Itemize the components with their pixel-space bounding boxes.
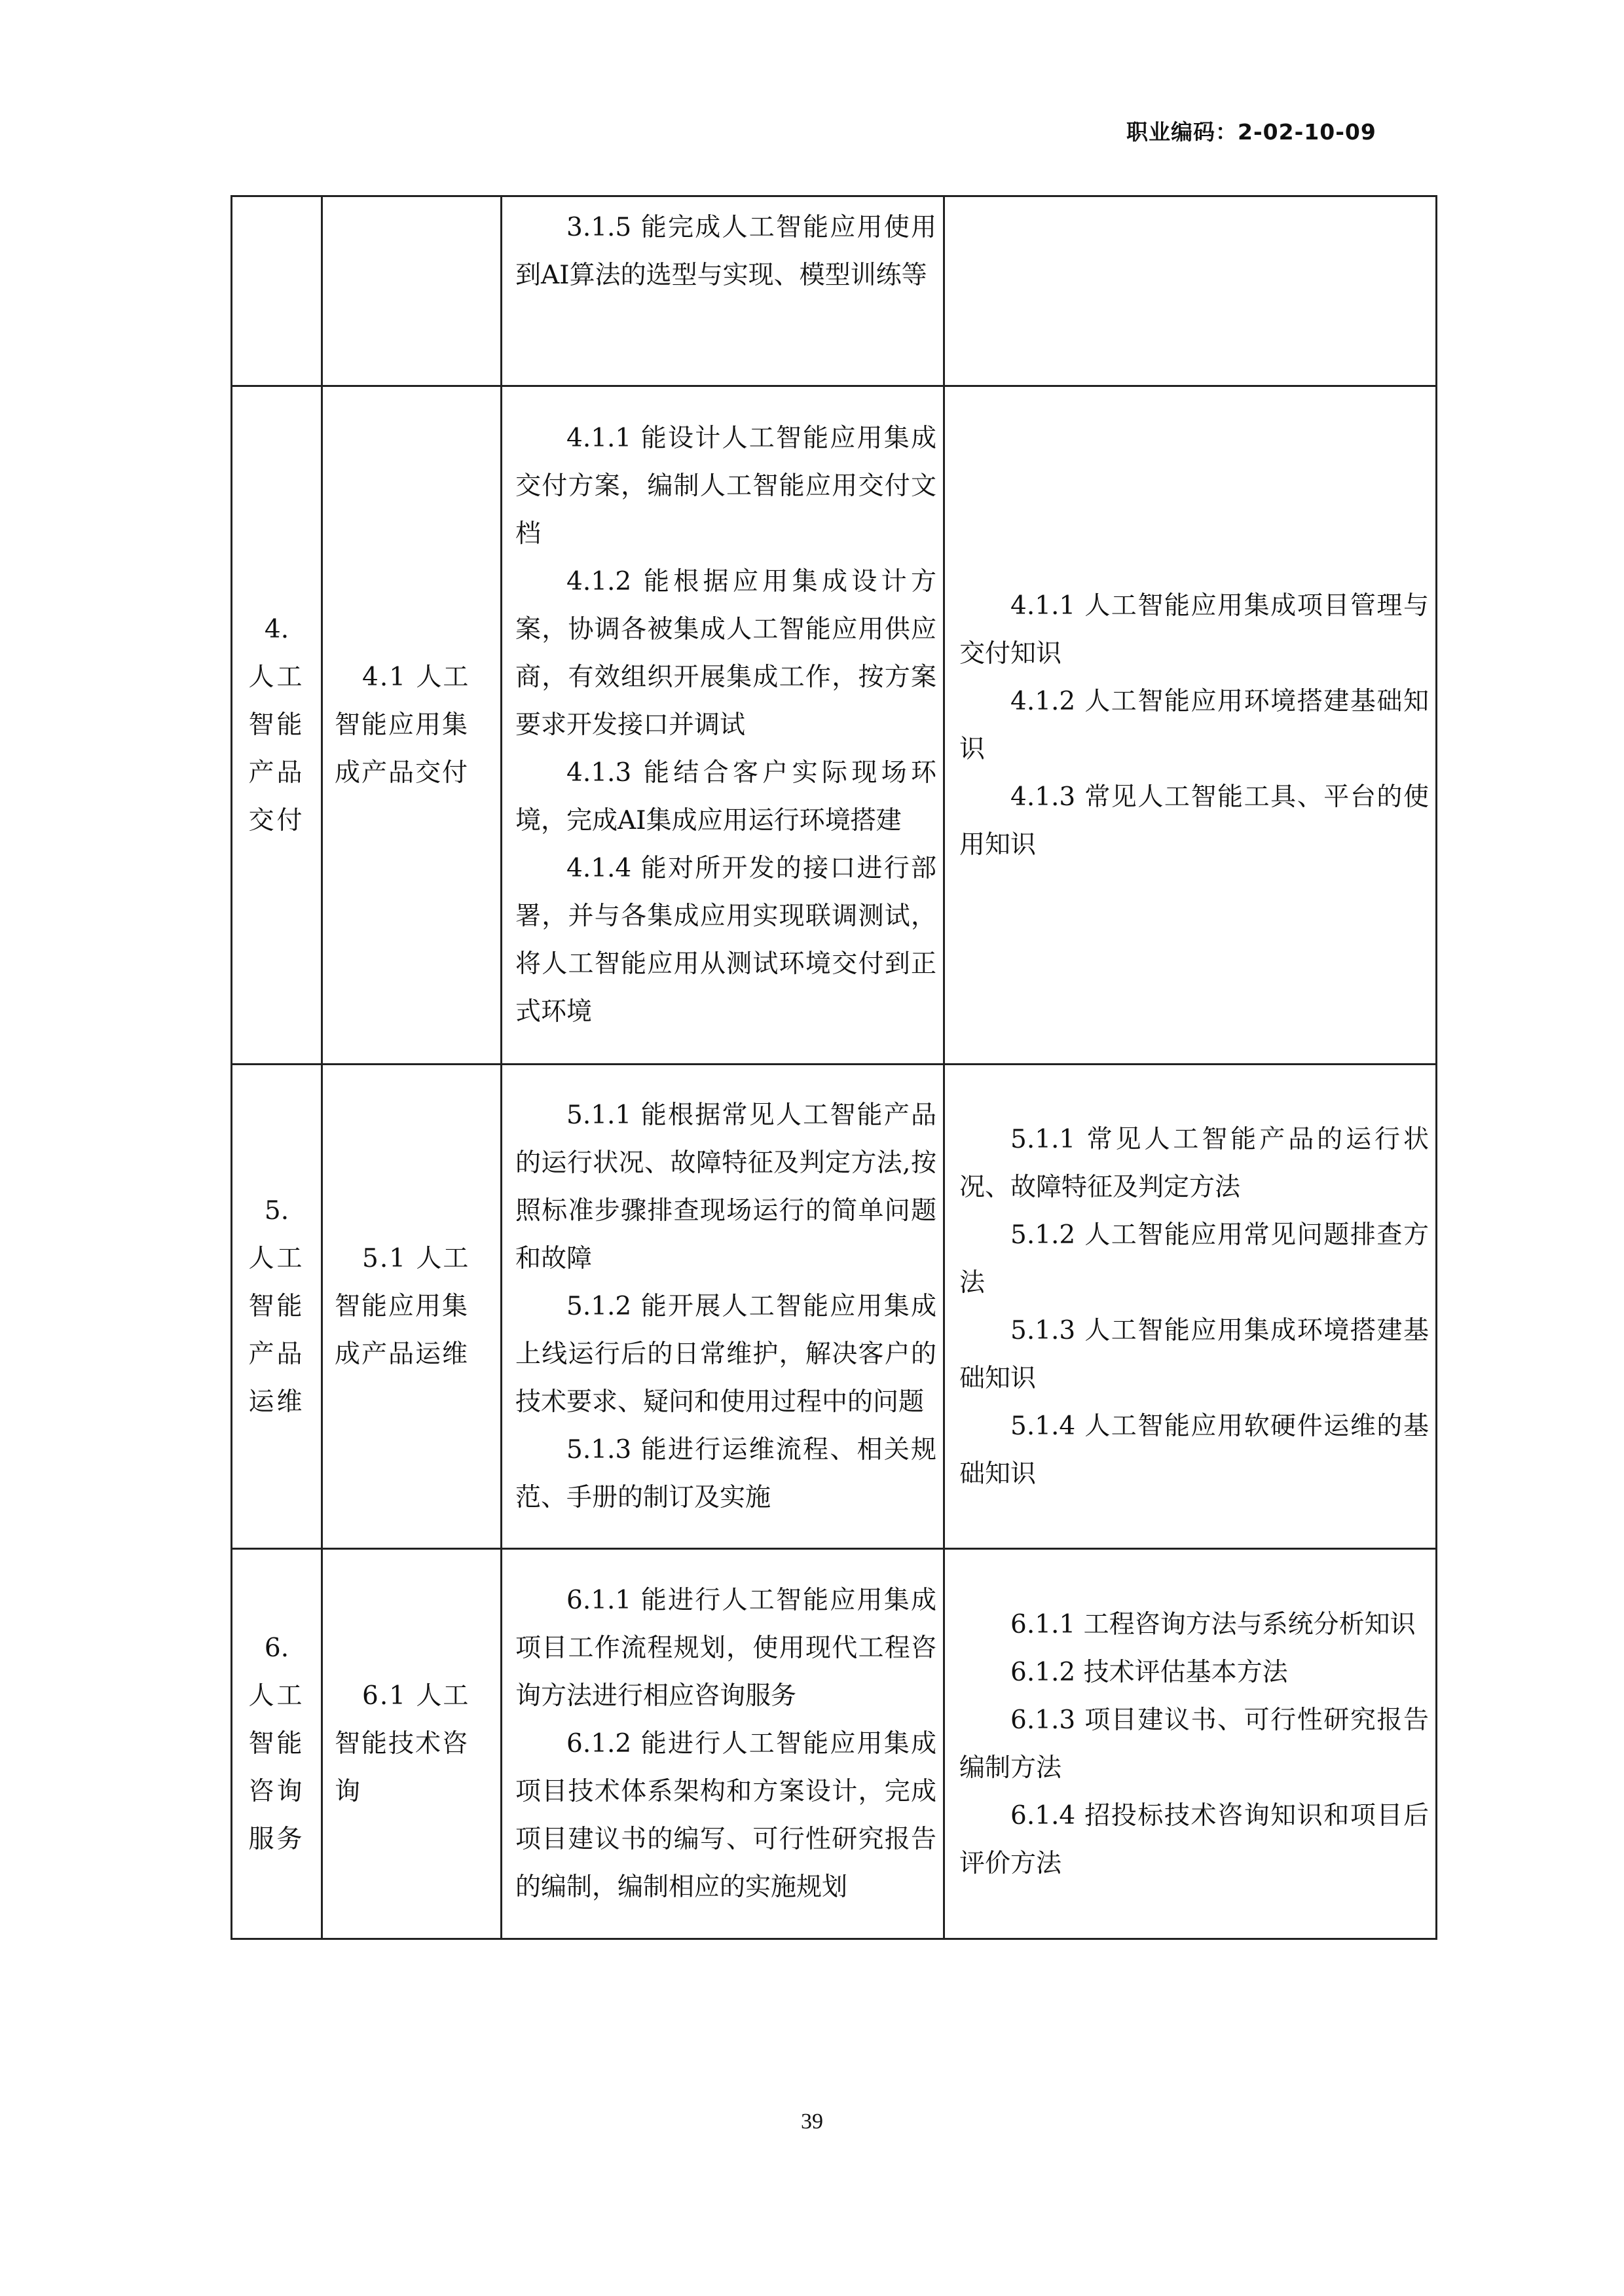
work-unit-text: 智能应用集 xyxy=(335,1292,470,1321)
knowledge-item: 5.1.4 人工智能应用软硬件运维的基础知识 xyxy=(959,1411,1429,1489)
occupation-code: 职业编码：2-02-10-09 xyxy=(1126,119,1376,145)
related-knowledge-cell xyxy=(944,196,1437,386)
work-unit-text: 成产品交付 xyxy=(335,758,470,788)
skill-item: 3.1.5 能完成人工智能应用使用到AI算法的选型与实现、模型训练等 xyxy=(515,213,936,290)
skill-item: 4.1.1 能设计人工智能应用集成交付方案，编制人工智能应用交付文档 xyxy=(515,424,936,549)
knowledge-item: 5.1.2 人工智能应用常见问题排查方法 xyxy=(959,1220,1429,1298)
skill-item: 4.1.4 能对所开发的接口进行部署，并与各集成应用实现联调测试，将人工智能应用从测试环境交付到正式环境 xyxy=(515,854,936,1027)
knowledge-item: 6.1.2 技术评估基本方法 xyxy=(1010,1657,1288,1687)
knowledge-item: 4.1.2 人工智能应用环境搭建基础知识 xyxy=(959,686,1429,764)
work-area-number: 6. xyxy=(264,1633,289,1663)
work-area-text: 咨询 xyxy=(248,1777,305,1806)
work-area-text: 运维 xyxy=(248,1387,305,1417)
work-area-text: 产品 xyxy=(248,1339,305,1369)
skill-item: 4.1.3 能结合客户实际现场环境，完成AI集成应用运行环境搭建 xyxy=(515,758,936,835)
work-area-cell xyxy=(232,386,322,1065)
skill-item: 5.1.1 能根据常见人工智能产品的运行状况、故障特征及判定方法,按照标准步骤排查现场运行的简单问题和故障 xyxy=(515,1101,936,1273)
knowledge-item: 6.1.3 项目建议书、可行性研究报告编制方法 xyxy=(959,1705,1429,1783)
knowledge-item: 6.1.4 招投标技术咨询知识和项目后评价方法 xyxy=(959,1800,1429,1878)
work-area-text: 智能 xyxy=(248,1292,305,1321)
work-unit-text: 4.1 人工 xyxy=(362,663,470,692)
table-row xyxy=(232,386,1437,1065)
work-unit-text: 6.1 人工 xyxy=(362,1681,470,1711)
work-unit-cell xyxy=(322,1065,502,1549)
work-unit-cell xyxy=(322,196,502,386)
page-number: 39 xyxy=(801,2109,823,2134)
skill-item: 5.1.3 能进行运维流程、相关规范、手册的制订及实施 xyxy=(515,1435,936,1512)
knowledge-item: 5.1.1 常见人工智能产品的运行状况、故障特征及判定方法 xyxy=(959,1124,1429,1202)
table-row xyxy=(232,196,1437,386)
skill-requirement-cell xyxy=(502,1065,944,1549)
work-area-number: 4. xyxy=(264,615,289,644)
work-unit-text: 询 xyxy=(335,1777,362,1806)
work-area-cell xyxy=(232,1065,322,1549)
work-area-text: 智能 xyxy=(248,710,305,740)
work-area-text: 人工 xyxy=(248,1244,305,1273)
work-unit-cell xyxy=(322,1549,502,1939)
skill-item: 6.1.2 能进行人工智能应用集成项目技术体系架构和方案设计，完成项目建议书的编写、可行性研究报告的编制，编制相应的实施规划 xyxy=(515,1729,936,1902)
work-area-number: 5. xyxy=(264,1196,289,1226)
skill-requirements-table xyxy=(231,195,1437,1940)
skill-item: 4.1.2 能根据应用集成设计方案，协调各被集成人工智能应用供应商，有效组织开展集成工作，按方案要求开发接口并调试 xyxy=(515,567,936,740)
work-area-text: 服务 xyxy=(248,1825,305,1854)
work-area-text: 交付 xyxy=(248,806,305,835)
knowledge-item: 6.1.1 工程咨询方法与系统分析知识 xyxy=(1010,1609,1416,1639)
related-knowledge-cell xyxy=(944,386,1437,1065)
related-knowledge-cell xyxy=(944,1065,1437,1549)
skill-item: 5.1.2 能开展人工智能应用集成上线运行后的日常维护，解决客户的技术要求、疑问和使用过程中的问题 xyxy=(515,1292,936,1417)
skill-item: 6.1.1 能进行人工智能应用集成项目工作流程规划，使用现代工程咨询方法进行相应咨询服务 xyxy=(515,1586,936,1711)
knowledge-item: 4.1.3 常见人工智能工具、平台的使用知识 xyxy=(959,782,1429,860)
work-area-text: 产品 xyxy=(248,758,305,788)
work-area-text: 智能 xyxy=(248,1729,305,1758)
table-row xyxy=(232,1549,1437,1939)
work-area-cell xyxy=(232,196,322,386)
table-row xyxy=(232,1065,1437,1549)
work-area-text: 人工 xyxy=(248,1681,305,1711)
work-unit-cell xyxy=(322,386,502,1065)
work-unit-text: 5.1 人工 xyxy=(362,1244,470,1273)
knowledge-item: 4.1.1 人工智能应用集成项目管理与交付知识 xyxy=(959,591,1429,668)
work-area-cell xyxy=(232,1549,322,1939)
knowledge-item: 5.1.3 人工智能应用集成环境搭建基础知识 xyxy=(959,1315,1429,1393)
work-area-text: 人工 xyxy=(248,663,305,692)
skill-requirement-cell xyxy=(502,1549,944,1939)
work-unit-text: 智能技术咨 xyxy=(335,1729,470,1758)
skill-requirement-cell xyxy=(502,196,944,386)
related-knowledge-cell xyxy=(944,1549,1437,1939)
skill-requirement-cell xyxy=(502,386,944,1065)
work-unit-text: 智能应用集 xyxy=(335,710,470,740)
work-unit-text: 成产品运维 xyxy=(335,1339,470,1369)
